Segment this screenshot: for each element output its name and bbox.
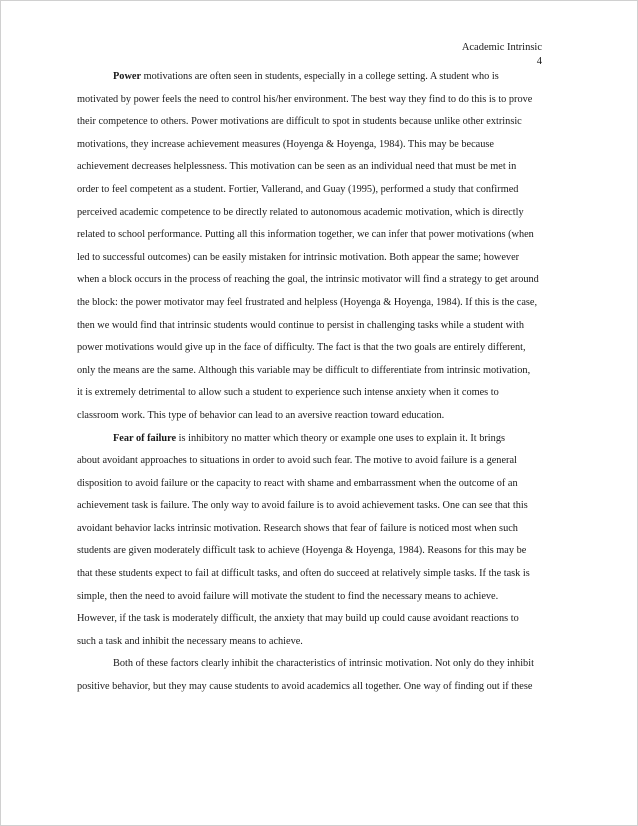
text-line	[77, 247, 547, 270]
line-text: that these students expect to fail at difficult tasks, and often do succeed at relatively simple tasks. If the task is	[77, 568, 530, 580]
line-text: the block: the power motivator may feel frustrated and helpless (Hoyenga & Hoyenga, 1984). If this is the case,	[77, 296, 538, 308]
line-text: motivations are often seen in students, especially in a college setting. A student who is	[141, 71, 499, 82]
line-text: motivated by power feels the need to control his/her environment. The best way they find to do this is to prove	[77, 93, 533, 105]
line-text: when a block occurs in the process of reaching the goal, the intrinsic motivator will find a strategy to get around	[77, 274, 539, 286]
text-line	[77, 269, 547, 292]
line-text: achievement decreases helplessness. This motivation can be seen as an individual need that must be met in	[77, 161, 517, 173]
paragraph-first-line	[77, 66, 547, 89]
running-head	[462, 41, 542, 69]
running-head-title: Academic Intrinsic	[461, 42, 542, 53]
line-text: such a task and inhibit the necessary means to achieve.	[77, 635, 303, 647]
text-line	[77, 315, 547, 338]
line-text: disposition to avoid failure or the capacity to react with shame and embarrassment when the outcome of an	[77, 477, 518, 489]
text-line	[77, 224, 547, 247]
text-line	[77, 586, 547, 609]
body-text	[77, 66, 547, 699]
text-line	[77, 450, 547, 473]
text-line	[77, 89, 547, 112]
line-text: positive behavior, but they may cause students to avoid academics all together. One way of finding out if these	[77, 681, 533, 693]
text-line	[77, 337, 547, 360]
line-text: then we would find that intrinsic students would continue to persist in challenging tasks while a student with	[77, 319, 524, 331]
line-text: led to successful outcomes) can be easily mistaken for intrinsic motivation. Both appear the same; however	[77, 251, 520, 263]
line-text: motivations, they increase achievement measures (Hoyenga & Hoyenga, 1984). This may be because	[77, 138, 494, 150]
line-text: only the means are the same. Although this variable may be difficult to differentiate from intrinsic motivation,	[77, 364, 531, 376]
line-text: perceived academic competence to be directly related to autonomous academic motivation, which is directly	[77, 206, 524, 218]
line-text: order to feel competent as a student. Fortier, Vallerand, and Guay (1995), performed a study that confirmed	[77, 183, 519, 195]
text-line	[77, 382, 547, 405]
line-text: power motivations would give up in the face of difficulty. The fact is that the two goals are entirely different,	[77, 342, 526, 354]
text-line	[77, 608, 547, 631]
paragraph-first-line	[77, 653, 547, 676]
paragraph-first-line	[77, 428, 547, 451]
line-text: their competence to others. Power motivations are difficult to spot in students because unlike other extrinsic	[77, 116, 522, 128]
text-line	[77, 405, 547, 428]
text-line	[77, 292, 547, 315]
text-line	[77, 563, 547, 586]
text-line	[77, 179, 547, 202]
text-line	[77, 111, 547, 134]
line-text: achievement task is failure. The only way to avoid failure is to avoid achievement tasks. One can see that this	[77, 500, 528, 512]
text-line	[77, 495, 547, 518]
paragraph-keyword: Fear of failure	[113, 432, 177, 444]
line-text: However, if the task is moderately difficult, the anxiety that may build up could cause avoidant reactions to	[77, 613, 519, 625]
line-text: classroom work. This type of behavior can lead to an aversive reaction toward education.	[77, 409, 445, 421]
line-text: is inhibitory no matter which theory or example one uses to explain it. It brings	[176, 432, 505, 444]
text-line	[77, 473, 547, 496]
text-line	[77, 540, 547, 563]
text-line	[77, 202, 547, 225]
text-line	[77, 631, 547, 654]
text-line	[77, 134, 547, 157]
text-line	[77, 156, 547, 179]
line-text: simple, then the need to avoid failure will motivate the student to find the necessary means to achieve.	[77, 590, 499, 602]
text-line	[77, 676, 547, 699]
page-number: 4	[536, 56, 542, 67]
line-text: about avoidant approaches to situations in order to avoid such fear. The motive to avoid failure is a general	[77, 455, 517, 467]
line-text: related to school performance. Putting all this information together, we can infer that power motivations (when	[77, 229, 534, 241]
text-line	[77, 360, 547, 383]
text-line	[77, 518, 547, 541]
paragraph-keyword: Power	[113, 71, 142, 82]
line-text: students are given moderately difficult task to achieve (Hoyenga & Hoyenga, 1984). Reasons for this may be	[77, 545, 527, 557]
line-text: it is extremely detrimental to allow such a student to experience such intense anxiety when it comes to	[77, 387, 499, 399]
line-text: Both of these factors clearly inhibit the characteristics of intrinsic motivation. Not only do they inhibit	[113, 658, 534, 670]
line-text: avoidant behavior lacks intrinsic motivation. Research shows that fear of failure is noticed most when such	[77, 522, 518, 534]
